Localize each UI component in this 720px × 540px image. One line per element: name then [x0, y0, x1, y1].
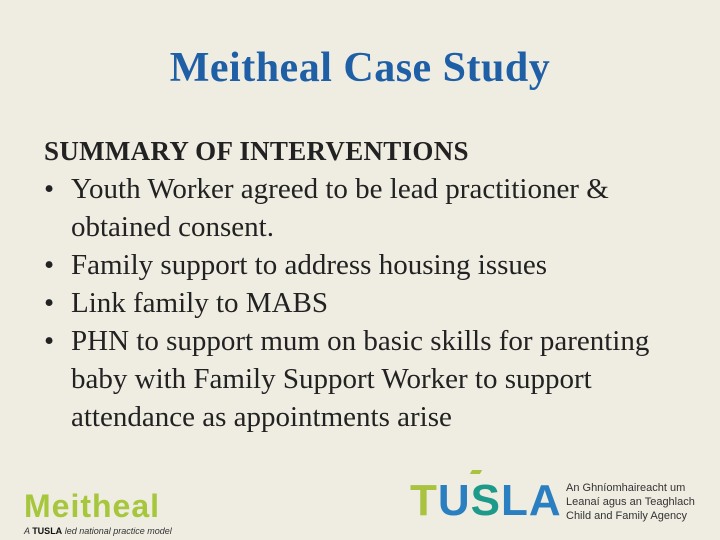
tusla-fada-mark [470, 470, 482, 474]
meitheal-logo [24, 488, 172, 536]
tusla-logo [410, 478, 562, 524]
tusla-logo-letter: S [470, 476, 502, 525]
slide-title: Meitheal Case Study [169, 45, 551, 91]
section-heading: SUMMARY OF INTERVENTIONS [44, 136, 469, 166]
tagline-rest: led national practice model [64, 526, 172, 536]
tusla-name-irish-1: An Ghníomhaireacht um [566, 482, 686, 494]
slide-content [44, 132, 684, 436]
bullet-item: • PHN to support mum on basic skills for parenting baby with Family Support Worker to support attendance as appointments arise [44, 322, 684, 436]
bullet-item: • Link family to MABS [44, 284, 684, 322]
tagline-brand: TUSLA [32, 526, 63, 536]
meitheal-logo-text: Meitheal [24, 488, 161, 524]
bullet-item: • Youth Worker agreed to be lead practitioner & obtained consent. [44, 170, 684, 246]
tusla-agency-name [566, 481, 695, 523]
bullet-list [44, 170, 684, 436]
bullet-item: • Family support to address housing issues [44, 246, 684, 284]
meitheal-tagline [24, 526, 172, 536]
tusla-logo-letter: T [410, 476, 438, 525]
tusla-name-english: Child and Family Agency [566, 510, 688, 522]
tusla-logo-letter: A [528, 476, 562, 525]
tusla-logo-letter: L [501, 476, 529, 525]
tagline-prefix: A [24, 526, 30, 536]
tusla-logo-letter: U [437, 476, 471, 525]
tusla-name-irish-2: Leanaí agus an Teaghlach [566, 496, 695, 508]
